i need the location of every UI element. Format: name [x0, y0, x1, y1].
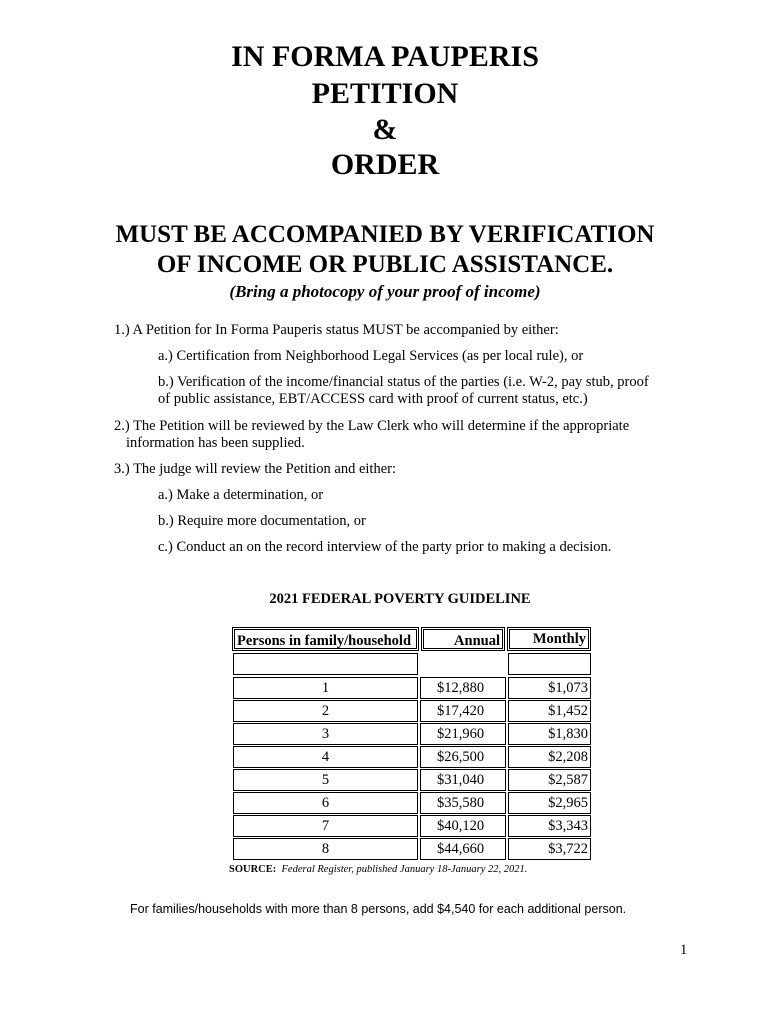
table-cell-annual: $26,500: [420, 746, 506, 768]
title-line-1: IN FORMA PAUPERIS: [231, 40, 539, 73]
table-cell-annual: $35,580: [420, 792, 506, 814]
table-cell-persons: 3: [233, 723, 418, 745]
table-cell-annual: $44,660: [420, 838, 506, 860]
title-line-4: ORDER: [330, 148, 440, 181]
table-cell-annual: $12,880: [420, 677, 506, 699]
table-title: 2021 FEDERAL POVERTY GUIDELINE: [269, 591, 531, 607]
source-note: [229, 864, 527, 875]
instruction-item-1a: a.) Certification from Neighborhood Legal Services (as per local rule), or: [158, 348, 584, 364]
header-annual: Annual: [421, 627, 505, 651]
source-label: SOURCE:: [229, 864, 277, 875]
table-cell-annual: $31,040: [420, 769, 506, 791]
requirement-line-1: MUST BE ACCOMPANIED BY VERIFICATION: [115, 221, 655, 248]
instruction-item-3a: a.) Make a determination, or: [158, 487, 324, 503]
title-line-2: PETITION: [311, 77, 459, 110]
spacer-cell: [233, 653, 418, 675]
instruction-item-1b-line-1: b.) Verification of the income/financial status of the parties (i.e. W-2, pay stub, proof: [158, 374, 649, 390]
instruction-item-1b-line-2: of public assistance, EBT/ACCESS card with proof of current status, etc.): [158, 391, 588, 407]
table-cell-persons: 2: [233, 700, 418, 722]
table-cell-persons: 5: [233, 769, 418, 791]
table-cell-persons: 8: [233, 838, 418, 860]
instruction-item-3: 3.) The judge will review the Petition and either:: [114, 461, 397, 477]
requirement-note: (Bring a photocopy of your proof of income): [229, 282, 541, 301]
table-cell-monthly: $1,452: [508, 700, 591, 722]
table-cell-persons: 7: [233, 815, 418, 837]
table-cell-monthly: $1,830: [508, 723, 591, 745]
page-number: 1: [680, 942, 688, 958]
instruction-item-2-line-1: 2.) The Petition will be reviewed by the Law Clerk who will determine if the appropriate: [114, 418, 630, 434]
table-cell-monthly: $2,208: [508, 746, 591, 768]
header-persons: Persons in family/household: [232, 627, 419, 651]
instruction-item-3b: b.) Require more documentation, or: [158, 513, 366, 529]
source-text: Federal Register, published January 18-January 22, 2021.: [281, 864, 528, 875]
table-cell-monthly: $2,965: [508, 792, 591, 814]
table-cell-persons: 1: [233, 677, 418, 699]
instruction-item-2-line-2: information has been supplied.: [126, 435, 305, 451]
spacer-cell: [508, 653, 591, 675]
table-cell-persons: 6: [233, 792, 418, 814]
table-cell-monthly: $3,722: [508, 838, 591, 860]
instruction-item-3c: c.) Conduct an on the record interview of the party prior to making a decision.: [158, 539, 612, 555]
header-monthly: Monthly: [507, 627, 591, 651]
table-cell-persons: 4: [233, 746, 418, 768]
requirement-line-2: OF INCOME OR PUBLIC ASSISTANCE.: [156, 251, 614, 278]
instruction-item-1: 1.) A Petition for In Forma Pauperis status MUST be accompanied by either:: [114, 322, 559, 338]
table-cell-annual: $40,120: [420, 815, 506, 837]
table-cell-monthly: $2,587: [508, 769, 591, 791]
footnote: For families/households with more than 8 persons, add $4,540 for each additional person.: [130, 902, 627, 916]
title-line-3: &: [372, 113, 398, 146]
table-cell-annual: $21,960: [420, 723, 506, 745]
table-cell-monthly: $1,073: [508, 677, 591, 699]
table-cell-monthly: $3,343: [508, 815, 591, 837]
table-cell-annual: $17,420: [420, 700, 506, 722]
